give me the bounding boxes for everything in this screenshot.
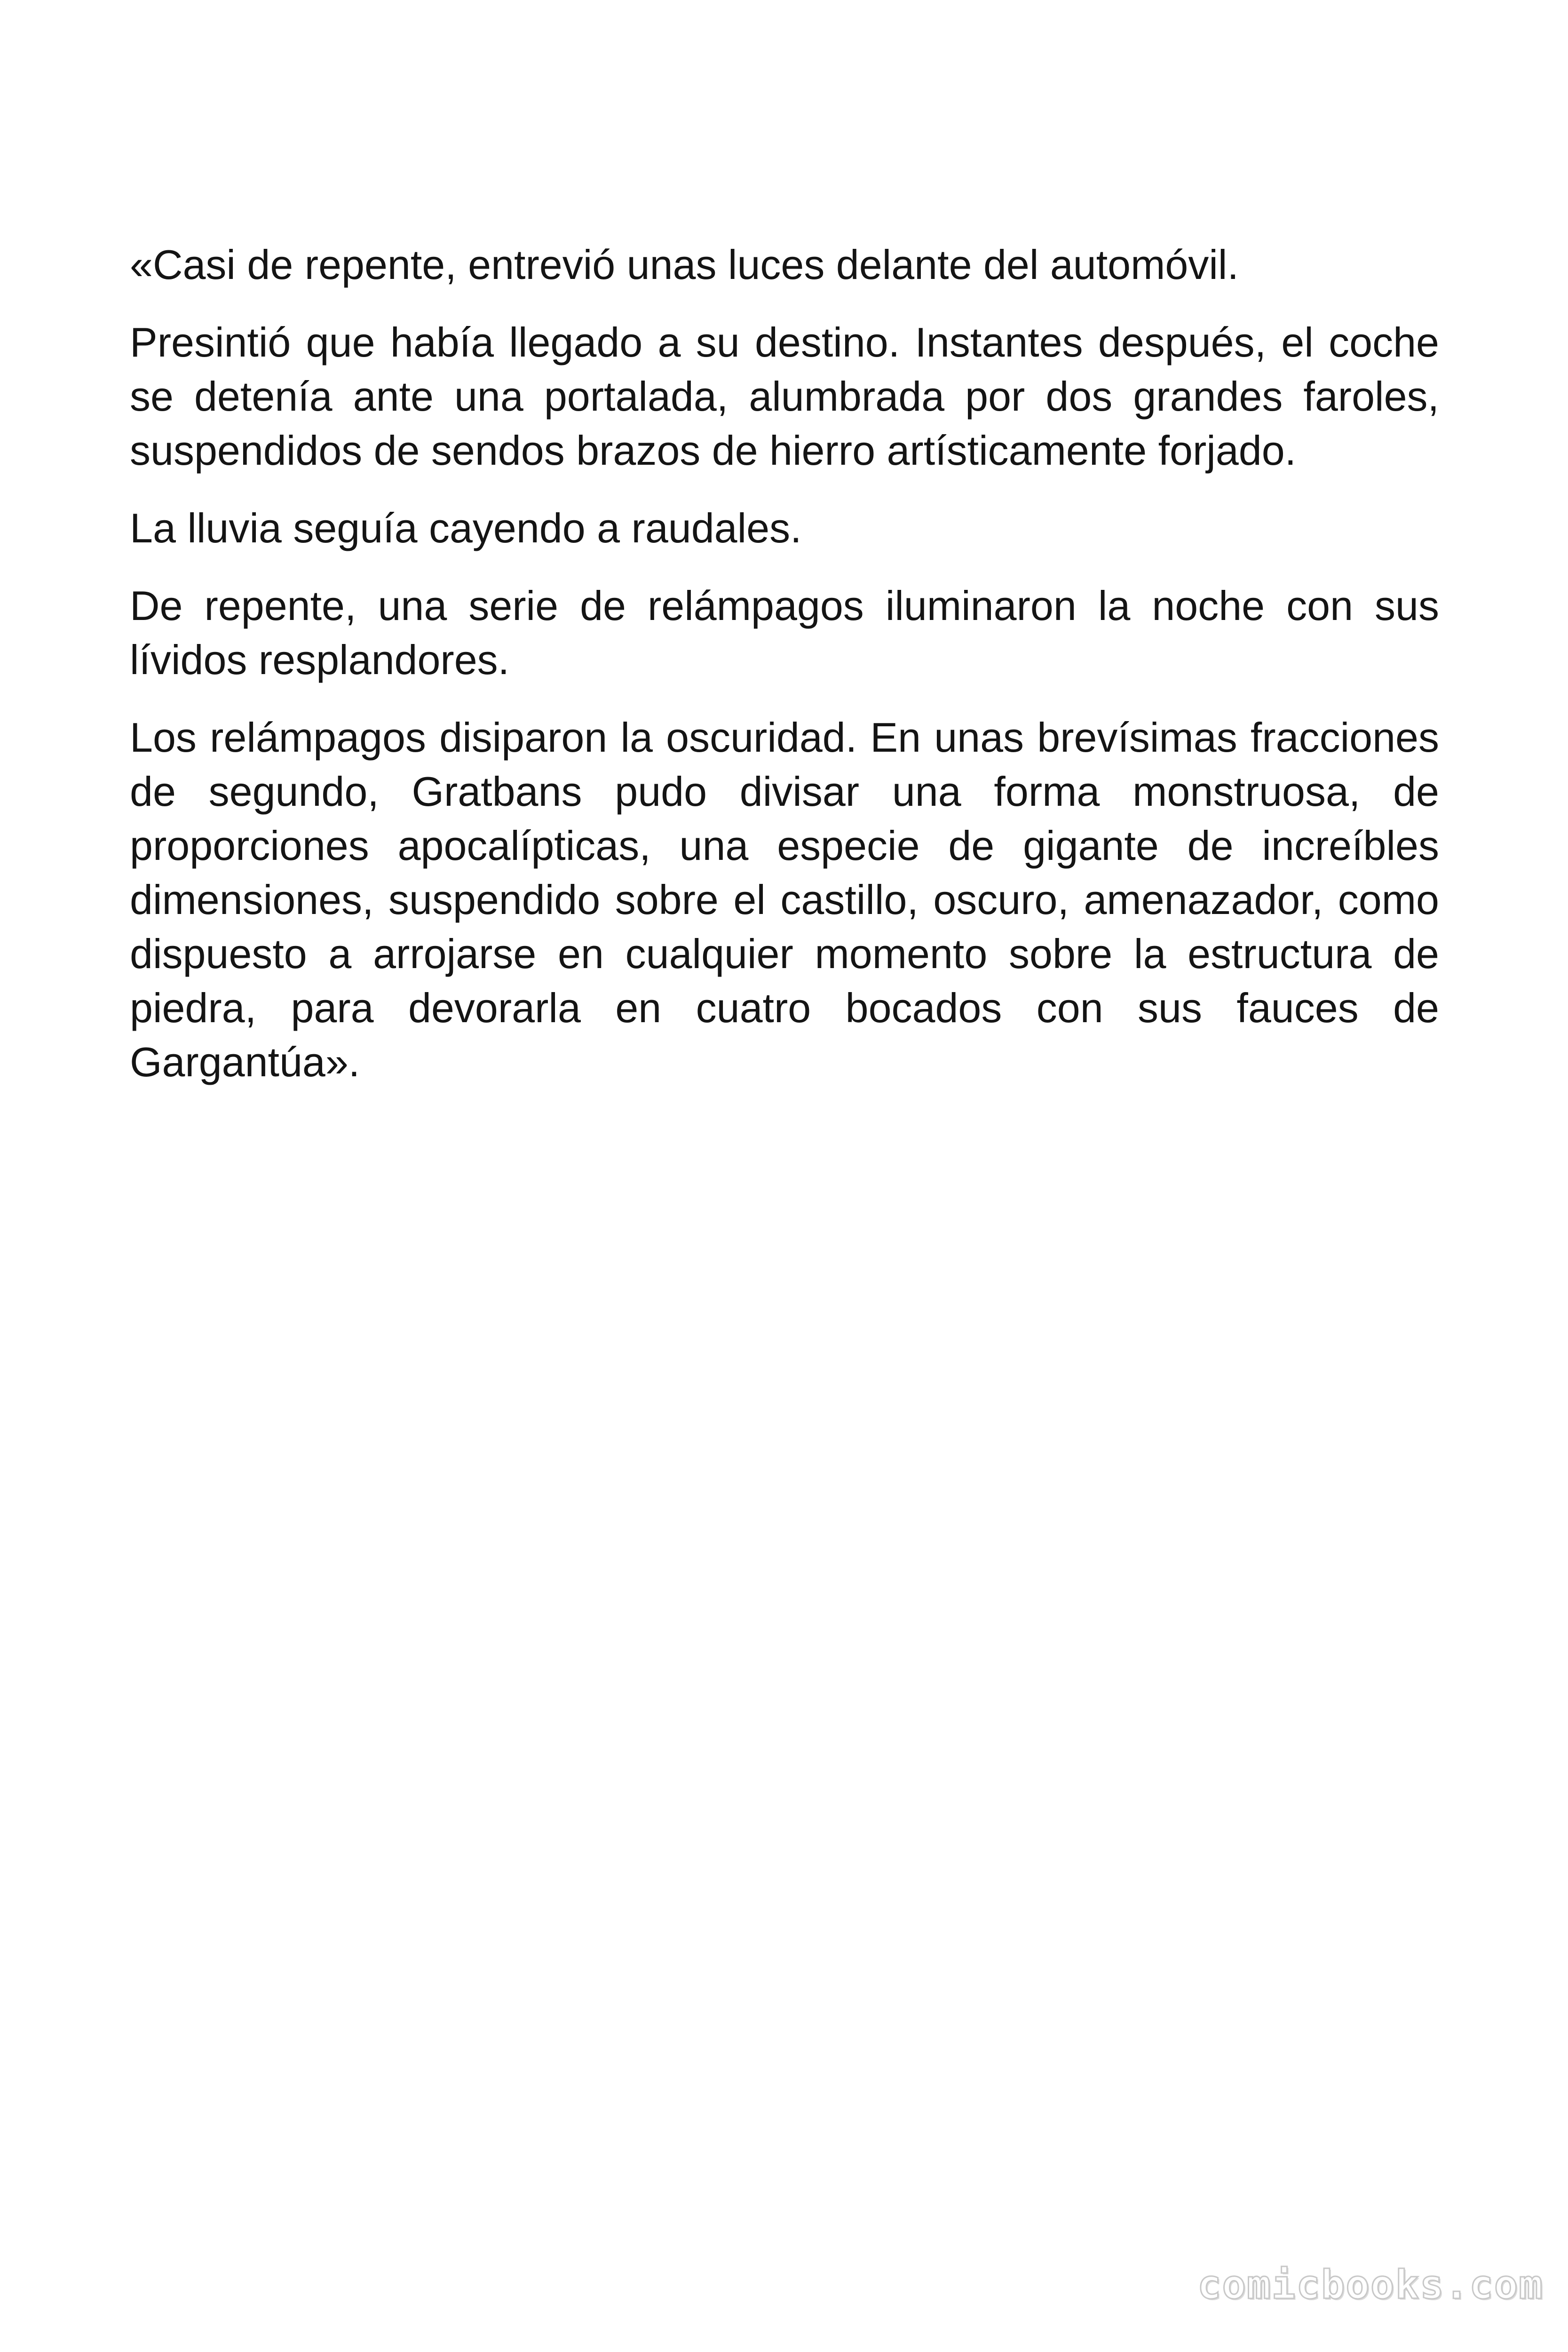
watermark-text: comicbooks.com [1197,2262,1544,2308]
paragraph-4: De repente, una serie de relámpagos iluminaron la noche con sus lívidos resplandores. [130,582,1439,683]
page-body-text [130,238,1439,1112]
paragraph-1: «Casi de repente, entrevió unas luces delante del automóvil. [130,241,1239,288]
paragraph-3: La lluvia seguía cayendo a raudales. [130,505,802,551]
paragraph-2: Presintió que había llegado a su destino. Instantes después, el coche se detenía ante una portalada, alumbrada por dos grandes faroles, suspendidos de sendos brazos de hierro artísticamente forjado. [130,319,1439,474]
paragraph-5: Los relámpagos disiparon la oscuridad. En unas brevísimas fracciones de segundo, Gratbans pudo divisar una forma monstruosa, de proporciones apocalípticas, una especie de gigante de increíbles dimensiones, suspendido sobre el castillo, oscuro, amenazador, como dispuesto a arrojarse en cualquier momento sobre la estructura de piedra, para devorarla en cuatro bocados con sus fauces de Gargantúa». [130,714,1439,1085]
